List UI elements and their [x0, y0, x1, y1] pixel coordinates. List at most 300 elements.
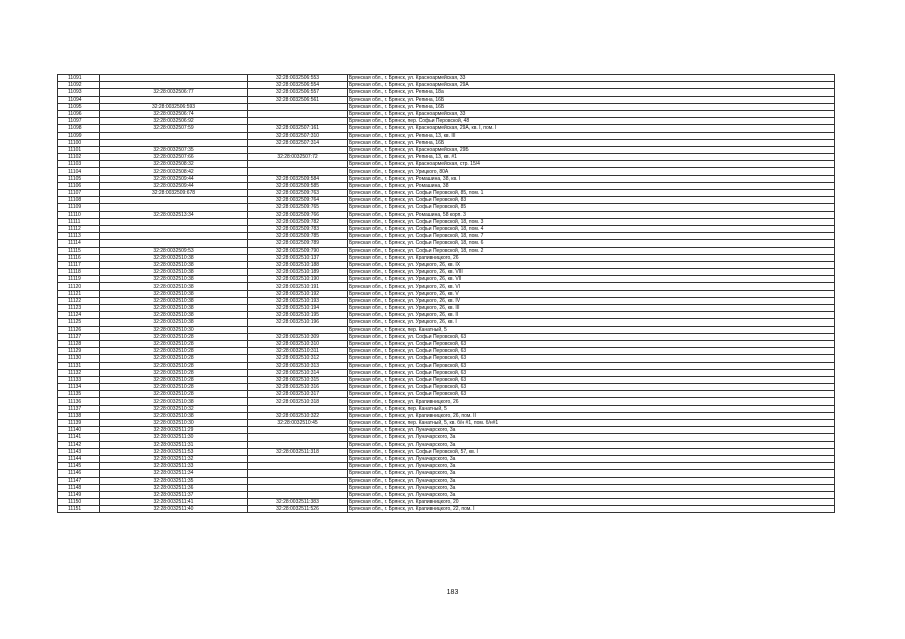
table-row [58, 175, 835, 182]
address-cell: Брянская обл., г. Брянск, ул. Софьи Перовской, 63 [348, 333, 835, 340]
address-cell: Брянская обл., г. Брянск, ул. Репина, 16Б [348, 96, 835, 103]
row-number-cell: 11108 [58, 197, 100, 204]
cadastral-number-cell: 32:28:0032508:32 [100, 161, 248, 168]
table-row [58, 75, 835, 82]
object-number-cell: 32:28:0032510:45 [248, 420, 348, 427]
object-number-cell: 32:28:0032507:161 [248, 125, 348, 132]
address-cell: Брянская обл., г. Брянск, ул. Красноармейская, 33 [348, 110, 835, 117]
table-row [58, 139, 835, 146]
cadastral-number-cell: 32:28:0032510:38 [100, 283, 248, 290]
cadastral-number-cell: 32:28:0032511:29 [100, 427, 248, 434]
table-row [58, 448, 835, 455]
row-number-cell: 11119 [58, 276, 100, 283]
cadastral-number-cell: 32:28:0032510:38 [100, 398, 248, 405]
table-row [58, 154, 835, 161]
address-cell: Брянская обл., г. Брянск, ул. Ромашина, 38 [348, 182, 835, 189]
address-cell: Брянская обл., г. Брянск, ул. Софьи Перовской, 63 [348, 369, 835, 376]
row-number-cell: 11102 [58, 154, 100, 161]
cadastral-number-cell: 32:28:0032510:38 [100, 312, 248, 319]
cadastral-number-cell: 32:28:0032506:74 [100, 110, 248, 117]
row-number-cell: 11131 [58, 362, 100, 369]
row-number-cell: 11138 [58, 412, 100, 419]
address-cell: Брянская обл., г. Брянск, ул. Урицкого, 26, кв. III [348, 305, 835, 312]
table-row [58, 269, 835, 276]
row-number-cell: 11149 [58, 491, 100, 498]
table-row [58, 340, 835, 347]
address-cell: Брянская обл., г. Брянск, ул. Красноармейская, 29А [348, 82, 835, 89]
row-number-cell: 11116 [58, 254, 100, 261]
table-row [58, 355, 835, 362]
object-number-cell: 32:28:0032511:383 [248, 499, 348, 506]
address-cell: Брянская обл., г. Брянск, ул. Урицкого, 26, кв. VIII [348, 269, 835, 276]
row-number-cell: 11106 [58, 182, 100, 189]
table-row [58, 82, 835, 89]
table-row [58, 506, 835, 513]
row-number-cell: 11137 [58, 405, 100, 412]
object-number-cell: 32:28:0032510:195 [248, 312, 348, 319]
row-number-cell: 11110 [58, 211, 100, 218]
object-number-cell: 32:28:0032506:554 [248, 82, 348, 89]
object-number-cell: 32:28:0032507:72 [248, 154, 348, 161]
row-number-cell: 11107 [58, 190, 100, 197]
table-row [58, 110, 835, 117]
object-number-cell [248, 168, 348, 175]
address-cell: Брянская обл., г. Брянск, ул. Красноармейская, 33 [348, 75, 835, 82]
cadastral-number-cell: 32:28:0032510:38 [100, 254, 248, 261]
table-row [58, 125, 835, 132]
cadastral-number-cell: 32:28:0032511:36 [100, 484, 248, 491]
address-cell: Брянская обл., г. Брянск, ул. Репина, 16Б [348, 139, 835, 146]
cadastral-table [57, 74, 835, 513]
table-row [58, 247, 835, 254]
address-cell: Брянская обл., г. Брянск, ул. Софьи Перовской, 18, пом. 6 [348, 240, 835, 247]
table-row [58, 427, 835, 434]
object-number-cell: 32:28:0032510:190 [248, 276, 348, 283]
address-cell: Брянская обл., г. Брянск, ул. Луначарского, 3а [348, 455, 835, 462]
cadastral-number-cell: 32:28:0032510:28 [100, 376, 248, 383]
address-cell: Брянская обл., г. Брянск, ул. Урицкого, 26, кв. I [348, 319, 835, 326]
table-row [58, 348, 835, 355]
table-row [58, 491, 835, 498]
address-cell: Брянская обл., г. Брянск, ул. Софьи Перовской, 63 [348, 362, 835, 369]
cadastral-number-cell: 32:28:0032511:35 [100, 477, 248, 484]
row-number-cell: 11120 [58, 283, 100, 290]
cadastral-number-cell: 32:28:0032509:44 [100, 182, 248, 189]
object-number-cell [248, 477, 348, 484]
table-row [58, 434, 835, 441]
address-cell: Брянская обл., г. Брянск, ул. Урицкого, 80А [348, 168, 835, 175]
object-number-cell: 32:28:0032510:318 [248, 398, 348, 405]
object-number-cell: 32:28:0032510:309 [248, 333, 348, 340]
table-row [58, 211, 835, 218]
table-row [58, 261, 835, 268]
address-cell: Брянская обл., г. Брянск, ул. Репина, 13, кв. III [348, 132, 835, 139]
row-number-cell: 11141 [58, 434, 100, 441]
object-number-cell: 32:28:0032510:191 [248, 283, 348, 290]
cadastral-number-cell: 32:28:0032510:32 [100, 405, 248, 412]
address-cell: Брянская обл., г. Брянск, ул. Ромашина, 38, кв. I [348, 175, 835, 182]
table-row [58, 362, 835, 369]
address-cell: Брянская обл., г. Брянск, ул. Луначарского, 3а [348, 463, 835, 470]
table-row [58, 412, 835, 419]
address-cell: Брянская обл., г. Брянск, ул. Урицкого, 26, кв. IV [348, 297, 835, 304]
table-row [58, 312, 835, 319]
address-cell: Брянская обл., г. Брянск, ул. Софьи Перовской, 85 [348, 204, 835, 211]
row-number-cell: 11145 [58, 463, 100, 470]
row-number-cell: 11132 [58, 369, 100, 376]
object-number-cell: 32:28:0032509:764 [248, 197, 348, 204]
address-cell: Брянская обл., г. Брянск, ул. Софьи Перовской, 57, кв. I [348, 448, 835, 455]
table-row [58, 225, 835, 232]
table-row [58, 333, 835, 340]
row-number-cell: 11100 [58, 139, 100, 146]
cadastral-number-cell: 32:28:0032510:28 [100, 355, 248, 362]
object-number-cell [248, 161, 348, 168]
cadastral-number-cell [100, 82, 248, 89]
object-number-cell: 32:28:0032510:196 [248, 319, 348, 326]
row-number-cell: 11150 [58, 499, 100, 506]
address-cell: Брянская обл., г. Брянск, ул. Софьи Перовской, 18, пом. 3 [348, 218, 835, 225]
cadastral-number-cell: 32:28:0032511:37 [100, 491, 248, 498]
object-number-cell: 32:28:0032510:192 [248, 290, 348, 297]
cadastral-number-cell: 32:28:0032510:30 [100, 326, 248, 333]
address-cell: Брянская обл., г. Брянск, ул. Луначарского, 3а [348, 470, 835, 477]
row-number-cell: 11105 [58, 175, 100, 182]
object-number-cell [248, 326, 348, 333]
object-number-cell: 32:28:0032509:763 [248, 190, 348, 197]
table-row [58, 103, 835, 110]
cadastral-number-cell [100, 218, 248, 225]
object-number-cell [248, 103, 348, 110]
row-number-cell: 11125 [58, 319, 100, 326]
address-cell: Брянская обл., г. Брянск, ул. Софьи Перовской, 63 [348, 376, 835, 383]
row-number-cell: 11151 [58, 506, 100, 513]
table-row [58, 499, 835, 506]
address-cell: Брянская обл., г. Брянск, ул. Репина, 13, кв. #1 [348, 154, 835, 161]
row-number-cell: 11146 [58, 470, 100, 477]
row-number-cell: 11134 [58, 384, 100, 391]
row-number-cell: 11136 [58, 398, 100, 405]
cadastral-number-cell: 32:28:0032506:92 [100, 118, 248, 125]
cadastral-number-cell: 32:28:0032510:38 [100, 269, 248, 276]
table-row [58, 398, 835, 405]
object-number-cell: 32:28:0032509:783 [248, 225, 348, 232]
row-number-cell: 11109 [58, 204, 100, 211]
object-number-cell: 32:28:0032510:194 [248, 305, 348, 312]
cadastral-number-cell: 32:28:0032510:28 [100, 369, 248, 376]
object-number-cell [248, 441, 348, 448]
cadastral-number-cell: 32:28:0032511:53 [100, 448, 248, 455]
cadastral-number-cell: 32:28:0032509:44 [100, 175, 248, 182]
cadastral-number-cell: 32:28:0032510:38 [100, 276, 248, 283]
row-number-cell: 11094 [58, 96, 100, 103]
table-row [58, 197, 835, 204]
object-number-cell: 32:28:0032506:553 [248, 75, 348, 82]
object-number-cell: 32:28:0032510:189 [248, 269, 348, 276]
cadastral-number-cell: 32:28:0032511:41 [100, 499, 248, 506]
table-row [58, 297, 835, 304]
address-cell: Брянская обл., г. Брянск, ул. Луначарского, 3а [348, 484, 835, 491]
cadastral-number-cell: 32:28:0032510:28 [100, 340, 248, 347]
cadastral-number-cell [100, 96, 248, 103]
object-number-cell: 32:28:0032509:765 [248, 204, 348, 211]
cadastral-number-cell: 32:28:0032510:28 [100, 333, 248, 340]
address-cell: Брянская обл., г. Брянск, пер. Софьи Перовской, 48 [348, 118, 835, 125]
table-row [58, 190, 835, 197]
row-number-cell: 11099 [58, 132, 100, 139]
object-number-cell: 32:28:0032510:310 [248, 340, 348, 347]
table-row [58, 254, 835, 261]
object-number-cell: 32:28:0032509:584 [248, 175, 348, 182]
cadastral-number-cell: 32:28:0032510:38 [100, 412, 248, 419]
row-number-cell: 11118 [58, 269, 100, 276]
object-number-cell [248, 427, 348, 434]
address-cell: Брянская обл., г. Брянск, ул. Луначарского, 3а [348, 441, 835, 448]
table-row [58, 96, 835, 103]
row-number-cell: 11126 [58, 326, 100, 333]
row-number-cell: 11122 [58, 297, 100, 304]
cadastral-number-cell [100, 204, 248, 211]
table-row [58, 118, 835, 125]
table-row [58, 161, 835, 168]
table-row [58, 391, 835, 398]
table-row [58, 233, 835, 240]
row-number-cell: 11093 [58, 89, 100, 96]
cadastral-number-cell [100, 75, 248, 82]
object-number-cell: 32:28:0032509:782 [248, 218, 348, 225]
cadastral-number-cell: 32:28:0032510:38 [100, 305, 248, 312]
object-number-cell: 32:28:0032510:317 [248, 391, 348, 398]
cadastral-number-cell: 32:28:0032510:28 [100, 391, 248, 398]
cadastral-number-cell: 32:28:0032510:38 [100, 261, 248, 268]
address-cell: Брянская обл., г. Брянск, ул. Софьи Перовской, 18, пом. 2 [348, 247, 835, 254]
object-number-cell [248, 470, 348, 477]
cadastral-number-cell: 32:28:0032510:28 [100, 348, 248, 355]
address-cell: Брянская обл., г. Брянск, ул. Крапивницкого, 20 [348, 499, 835, 506]
cadastral-number-cell: 32:28:0032506:593 [100, 103, 248, 110]
address-cell: Брянская обл., г. Брянск, ул. Луначарского, 3а [348, 477, 835, 484]
table-row [58, 470, 835, 477]
table-row [58, 369, 835, 376]
table-row [58, 405, 835, 412]
cadastral-number-cell: 32:28:0032509:53 [100, 247, 248, 254]
object-number-cell: 32:28:0032510:312 [248, 355, 348, 362]
address-cell: Брянская обл., г. Брянск, ул. Урицкого, 26, кв. VII [348, 276, 835, 283]
table-row [58, 420, 835, 427]
cadastral-number-cell: 32:28:0032509:678 [100, 190, 248, 197]
cadastral-number-cell: 32:28:0032513:34 [100, 211, 248, 218]
object-number-cell [248, 484, 348, 491]
cadastral-number-cell: 32:28:0032511:31 [100, 441, 248, 448]
address-cell: Брянская обл., г. Брянск, ул. Урицкого, 26, кв. II [348, 312, 835, 319]
address-cell: Брянская обл., г. Брянск, ул. Софьи Перовской, 18, пом. 7 [348, 233, 835, 240]
cadastral-number-cell: 32:28:0032511:33 [100, 463, 248, 470]
cadastral-number-cell [100, 233, 248, 240]
table-row [58, 218, 835, 225]
address-cell: Брянская обл., г. Брянск, ул. Репина, 16Б [348, 103, 835, 110]
table-row [58, 168, 835, 175]
cadastral-number-cell: 32:28:0032510:38 [100, 319, 248, 326]
object-number-cell [248, 463, 348, 470]
cadastral-number-cell [100, 132, 248, 139]
address-cell: Брянская обл., г. Брянск, ул. Луначарского, 3а [348, 434, 835, 441]
row-number-cell: 11144 [58, 455, 100, 462]
page-number: 183 [446, 589, 459, 596]
cadastral-number-cell: 32:28:0032511:34 [100, 470, 248, 477]
cadastral-number-cell: 32:28:0032510:30 [100, 420, 248, 427]
object-number-cell: 32:28:0032510:314 [248, 369, 348, 376]
object-number-cell: 32:28:0032510:315 [248, 376, 348, 383]
table-row [58, 305, 835, 312]
address-cell: Брянская обл., г. Брянск, ул. Крапивницкого, 26 [348, 398, 835, 405]
object-number-cell [248, 146, 348, 153]
cadastral-number-cell: 32:28:0032507:66 [100, 154, 248, 161]
row-number-cell: 11128 [58, 340, 100, 347]
address-cell: Брянская обл., г. Брянск, ул. Софьи Перовской, 18, пом. 4 [348, 225, 835, 232]
address-cell: Брянская обл., г. Брянск, ул. Ромашина, 58 корп. 3 [348, 211, 835, 218]
cadastral-number-cell: 32:28:0032510:28 [100, 384, 248, 391]
object-number-cell: 32:28:0032506:561 [248, 96, 348, 103]
object-number-cell: 32:28:0032509:789 [248, 240, 348, 247]
row-number-cell: 11143 [58, 448, 100, 455]
table-row [58, 326, 835, 333]
object-number-cell [248, 110, 348, 117]
address-cell: Брянская обл., г. Брянск, ул. Луначарского, 3а [348, 491, 835, 498]
object-number-cell: 32:28:0032510:137 [248, 254, 348, 261]
object-number-cell [248, 434, 348, 441]
cadastral-number-cell [100, 225, 248, 232]
row-number-cell: 11135 [58, 391, 100, 398]
row-number-cell: 11123 [58, 305, 100, 312]
object-number-cell: 32:28:0032510:316 [248, 384, 348, 391]
row-number-cell: 11113 [58, 233, 100, 240]
object-number-cell [248, 491, 348, 498]
object-number-cell: 32:28:0032507:314 [248, 139, 348, 146]
object-number-cell: 32:28:0032510:311 [248, 348, 348, 355]
table-row [58, 132, 835, 139]
cadastral-number-cell [100, 197, 248, 204]
address-cell: Брянская обл., г. Брянск, ул. Репина, 18а [348, 89, 835, 96]
table-row [58, 463, 835, 470]
address-cell: Брянская обл., г. Брянск, ул. Софьи Перовской, 63 [348, 348, 835, 355]
cadastral-number-cell: 32:28:0032507:59 [100, 125, 248, 132]
object-number-cell [248, 118, 348, 125]
table-row [58, 204, 835, 211]
cadastral-number-cell: 32:28:0032511:32 [100, 455, 248, 462]
row-number-cell: 11096 [58, 110, 100, 117]
row-number-cell: 11115 [58, 247, 100, 254]
address-cell: Брянская обл., г. Брянск, ул. Софьи Перовской, 83 [348, 197, 835, 204]
table-row [58, 376, 835, 383]
table-row [58, 276, 835, 283]
address-cell: Брянская обл., г. Брянск, ул. Красноармейская, 29Б [348, 146, 835, 153]
address-cell: Брянская обл., г. Брянск, ул. Урицкого, 26, кв. V [348, 290, 835, 297]
row-number-cell: 11124 [58, 312, 100, 319]
object-number-cell: 32:28:0032509:585 [248, 182, 348, 189]
row-number-cell: 11139 [58, 420, 100, 427]
address-cell: Брянская обл., г. Брянск, ул. Красноармейская, стр. 15/4 [348, 161, 835, 168]
object-number-cell: 32:28:0032509:766 [248, 211, 348, 218]
table-row [58, 89, 835, 96]
row-number-cell: 11127 [58, 333, 100, 340]
table-row [58, 240, 835, 247]
address-cell: Брянская обл., г. Брянск, ул. Софьи Перовской, 63 [348, 391, 835, 398]
object-number-cell: 32:28:0032507:310 [248, 132, 348, 139]
cadastral-number-cell [100, 139, 248, 146]
row-number-cell: 11111 [58, 218, 100, 225]
object-number-cell [248, 405, 348, 412]
row-number-cell: 11114 [58, 240, 100, 247]
row-number-cell: 11092 [58, 82, 100, 89]
object-number-cell: 32:28:0032510:188 [248, 261, 348, 268]
row-number-cell: 11091 [58, 75, 100, 82]
address-cell: Брянская обл., г. Брянск, ул. Софьи Перовской, 63 [348, 355, 835, 362]
row-number-cell: 11112 [58, 225, 100, 232]
address-cell: Брянская обл., г. Брянск, ул. Урицкого, 26, кв. IX [348, 261, 835, 268]
object-number-cell: 32:28:0032510:313 [248, 362, 348, 369]
object-number-cell: 32:28:0032510:193 [248, 297, 348, 304]
object-number-cell: 32:28:0032506:557 [248, 89, 348, 96]
address-cell: Брянская обл., г. Брянск, пер. Канатный, 5, кв. б/н #1, пом. б/н#1 [348, 420, 835, 427]
address-cell: Брянская обл., г. Брянск, ул. Крапивницкого, 26, пом. II [348, 412, 835, 419]
address-cell: Брянская обл., г. Брянск, пер. Канатный, 5 [348, 405, 835, 412]
cadastral-number-cell: 32:28:0032510:38 [100, 290, 248, 297]
address-cell: Брянская обл., г. Брянск, пер. Канатный, 5 [348, 326, 835, 333]
cadastral-number-cell: 32:28:0032510:38 [100, 297, 248, 304]
cadastral-number-cell: 32:28:0032508:42 [100, 168, 248, 175]
table-row [58, 319, 835, 326]
object-number-cell: 32:28:0032509:785 [248, 233, 348, 240]
address-cell: Брянская обл., г. Брянск, ул. Урицкого, 26, кв. VI [348, 283, 835, 290]
address-cell: Брянская обл., г. Брянск, ул. Софьи Перовской, 85, пом. 1 [348, 190, 835, 197]
object-number-cell: 32:28:0032511:318 [248, 448, 348, 455]
table-row [58, 283, 835, 290]
row-number-cell: 11095 [58, 103, 100, 110]
table-row [58, 455, 835, 462]
address-cell: Брянская обл., г. Брянск, ул. Крапивницкого, 26 [348, 254, 835, 261]
row-number-cell: 11140 [58, 427, 100, 434]
cadastral-number-cell: 32:28:0032511:30 [100, 434, 248, 441]
table-row [58, 484, 835, 491]
row-number-cell: 11147 [58, 477, 100, 484]
row-number-cell: 11098 [58, 125, 100, 132]
table-row [58, 290, 835, 297]
row-number-cell: 11133 [58, 376, 100, 383]
row-number-cell: 11117 [58, 261, 100, 268]
row-number-cell: 11130 [58, 355, 100, 362]
object-number-cell: 32:28:0032511:526 [248, 506, 348, 513]
table-row [58, 441, 835, 448]
address-cell: Брянская обл., г. Брянск, ул. Софьи Перовской, 63 [348, 340, 835, 347]
cadastral-number-cell: 32:28:0032507:35 [100, 146, 248, 153]
table-row [58, 477, 835, 484]
cadastral-number-cell: 32:28:0032510:28 [100, 362, 248, 369]
object-number-cell: 32:28:0032509:790 [248, 247, 348, 254]
row-number-cell: 11097 [58, 118, 100, 125]
address-cell: Брянская обл., г. Брянск, ул. Крапивницкого, 22, пом. I [348, 506, 835, 513]
table-row [58, 146, 835, 153]
row-number-cell: 11101 [58, 146, 100, 153]
row-number-cell: 11148 [58, 484, 100, 491]
table-row [58, 182, 835, 189]
object-number-cell: 32:28:0032510:322 [248, 412, 348, 419]
row-number-cell: 11104 [58, 168, 100, 175]
cadastral-number-cell: 32:28:0032511:40 [100, 506, 248, 513]
table-body [58, 75, 835, 513]
address-cell: Брянская обл., г. Брянск, ул. Софьи Перовской, 63 [348, 384, 835, 391]
address-cell: Брянская обл., г. Брянск, ул. Луначарского, 3а [348, 427, 835, 434]
cadastral-number-cell: 32:28:0032506:77 [100, 89, 248, 96]
